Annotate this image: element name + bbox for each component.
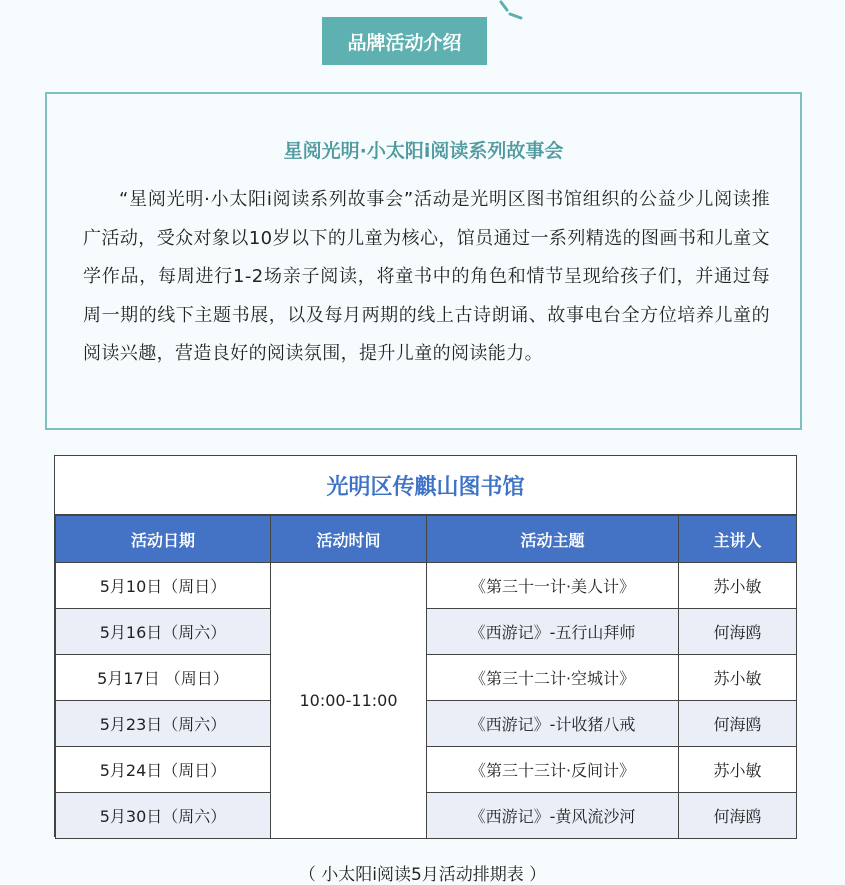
- row-speaker: 苏小敏: [679, 747, 797, 793]
- table-header-row: [56, 516, 797, 563]
- activity-time: 10:00-11:00: [271, 563, 427, 839]
- intro-title: 星阅光明·小太阳i阅读系列故事会: [283, 140, 564, 162]
- row-date: 5月16日（周六）: [56, 609, 271, 655]
- table-row: [56, 609, 797, 655]
- row-theme: 《第三十三计·反间计》: [427, 747, 679, 793]
- row-theme: 《第三十一计·美人计》: [427, 563, 679, 609]
- column-header-date: 活动日期: [56, 516, 271, 563]
- row-speaker: 何海鸥: [679, 609, 797, 655]
- column-header-speaker: 主讲人: [679, 516, 797, 563]
- row-date: 5月17日 （周日）: [56, 655, 271, 701]
- row-date: 5月30日（周六）: [56, 793, 271, 839]
- schedule-title: 光明区传麒山图书馆: [55, 456, 796, 515]
- decorative-marks-icon: [496, 0, 526, 22]
- column-header-time: 活动时间: [271, 516, 427, 563]
- row-date: 5月24日（周日）: [56, 747, 271, 793]
- intro-body: “星阅光明·小太阳i阅读系列故事会”活动是光明区图书馆组织的公益少儿阅读推广活动，受众对象以10岁以下的儿童为核心，馆员通过一系列精选的图画书和儿童文学作品，每周进行1-2场亲子阅读，将童书中的角色和情节呈现给孩子们，并通过每周一期的线下主题书展，以及每月两期的线上古诗朗诵、故事电台全方位培养儿童的阅读兴趣，营造良好的阅读氛围，提升儿童的阅读能力。: [83, 189, 770, 364]
- row-speaker: 苏小敏: [679, 563, 797, 609]
- schedule-table: [55, 515, 797, 839]
- row-theme: 《西游记》-五行山拜师: [427, 609, 679, 655]
- table-row: [56, 655, 797, 701]
- row-speaker: 何海鸥: [679, 701, 797, 747]
- table-row: [56, 701, 797, 747]
- row-speaker: 苏小敏: [679, 655, 797, 701]
- table-row: [56, 563, 797, 609]
- row-theme: 《西游记》-黄风流沙河: [427, 793, 679, 839]
- table-row: [56, 747, 797, 793]
- schedule-table-panel: [54, 455, 797, 837]
- section-badge: [322, 17, 487, 65]
- table-caption: （ 小太阳i阅读5月活动排期表 ）: [298, 865, 547, 885]
- row-theme: 《第三十二计·空城计》: [427, 655, 679, 701]
- row-date: 5月23日（周六）: [56, 701, 271, 747]
- row-speaker: 何海鸥: [679, 793, 797, 839]
- section-badge-label: 品牌活动介绍: [347, 31, 462, 54]
- row-date: 5月10日（周日）: [56, 563, 271, 609]
- row-theme: 《西游记》-计收猪八戒: [427, 701, 679, 747]
- table-row: [56, 793, 797, 839]
- intro-panel: [45, 92, 802, 430]
- column-header-theme: 活动主题: [427, 516, 679, 563]
